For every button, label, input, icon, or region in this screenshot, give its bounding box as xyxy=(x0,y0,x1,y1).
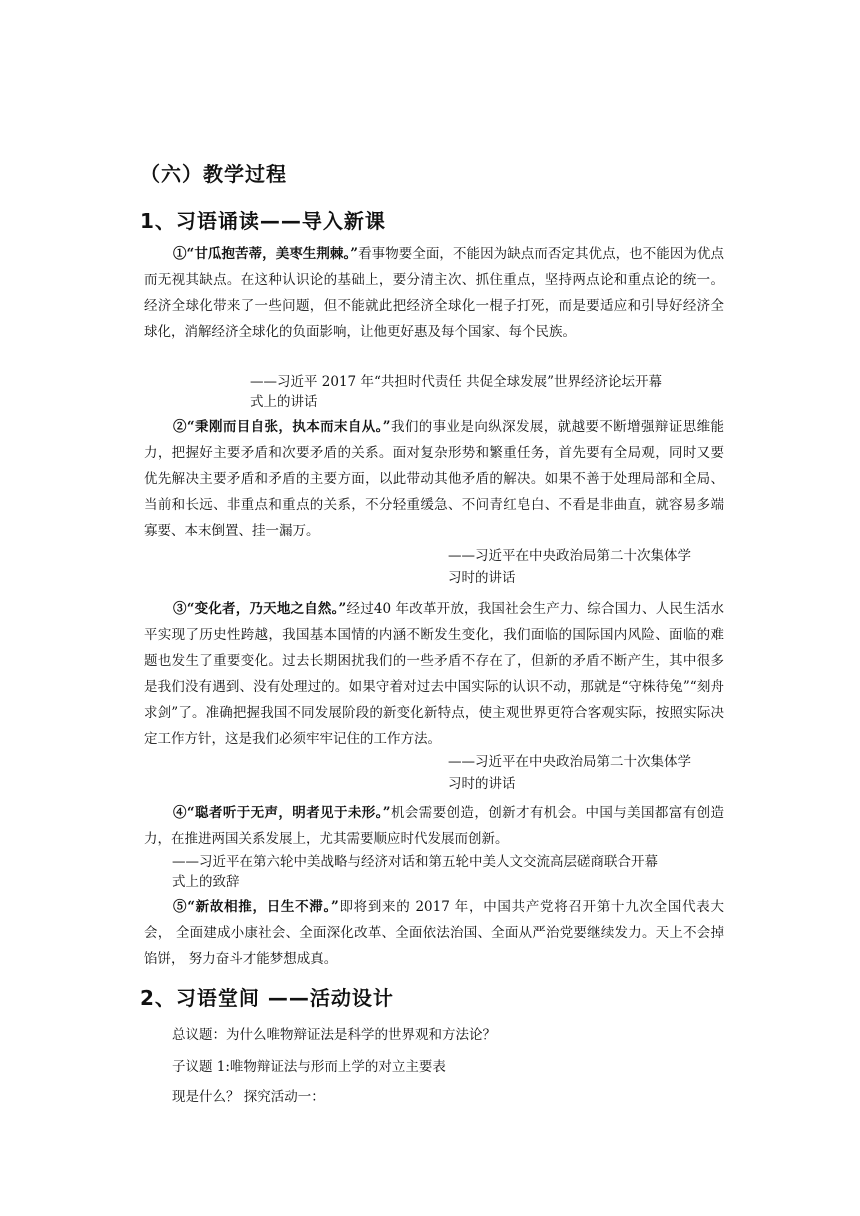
quote-title-4: ④“聪者听于无声，明者见于未形。” xyxy=(173,805,391,821)
heading-import-lesson: 1、习语诵读——导入新课 xyxy=(140,209,386,233)
quote-paragraph-4 xyxy=(144,800,724,852)
quote-title-5: ⑤“新故相推，日生不滞。” xyxy=(173,899,339,915)
quote-source-1-line2: 式上的讲话 xyxy=(250,394,318,410)
quote-title-2: ②“秉刚而目自张，执本而末自从。” xyxy=(173,419,391,435)
quote-source-4-line2: 式上的致辞 xyxy=(172,874,240,890)
quote-source-4-line1: ——习近平在第六轮中美战略与经济对话和第五轮中美人文交流高层磋商联合开幕 xyxy=(172,854,658,870)
main-topic: 总议题：为什么唯物辩证法是科学的世界观和方法论？ xyxy=(172,1027,496,1043)
quote-text-2: 我们的事业是向纵深发展，就越要不断增强辩证思维能力，把握好主要矛盾和次要矛盾的关系。面对复杂形势和繁重任务，首先要有全局观，同时又要优先解决主要矛盾和矛盾的主要方面，以此带动其他矛盾的解决。如果不善于处理局部和全局、当前和长远、非重点和重点的关系，不分轻重缓急、不问青红皂白、不看是非曲直，就容易多端寡要、本末倒置、挂一漏万。 xyxy=(144,419,725,539)
quote-title-3: ③“变化者，乃天地之自然。” xyxy=(173,601,347,617)
quote-paragraph-3 xyxy=(144,596,724,752)
quote-text-1: 看事物要全面，不能因为缺点而否定其优点，也不能因为优点而无视其缺点。在这种认识论的基础上，要分清主次、抓住重点，坚持两点论和重点论的统一。经济全球化带来了一些问题，但不能就此把经济全球化一棍子打死，而是要适应和引导好经济全球化，消解经济全球化的负面影响，让他更好惠及每个国家、每个民族。 xyxy=(144,246,725,340)
quote-source-3-line1: ——习近平在中央政治局第二十次集体学 xyxy=(448,754,691,770)
quote-text-4: 机会需要创造，创新才有机会。中国与美国都富有创造力，在推进两国关系发展上，尤其需要顺应时代发展而创新。 xyxy=(144,805,725,847)
quote-text-3: 经过40 年改革开放，我国社会生产力、综合国力、人民生活水平实现了历史性跨越，我国基本国情的内涵不断发生变化，我们面临的国际国内风险、面临的难题也发生了重要变化。过去长期困扰我们的一些矛盾不存在了，但新的矛盾不断产生，其中很多是我们没有遇到、没有处理过的。如果守着对过去中国实际的认识不动，那就是“守株待兔”“刻舟求剑”了。准确把握我国不同发展阶段的新变化新特点，使主观世界更符合客观实际，按照实际决定工作方针，这是我们必须牢牢记住的工作方法。 xyxy=(144,601,725,747)
section-heading: （六）教学过程 xyxy=(140,162,287,186)
quote-source-2-line1: ——习近平在中央政治局第二十次集体学 xyxy=(448,548,691,564)
quote-title-1: ①“甘瓜抱苦蒂，美枣生荆棘。” xyxy=(173,246,359,262)
sub-topic-line2: 现是什么？ 探究活动一： xyxy=(172,1089,325,1105)
quote-source-2-line2: 习时的讲话 xyxy=(448,570,516,586)
heading-activity-design: 2、习语堂间 ——活动设计 xyxy=(140,986,394,1010)
sub-topic-line1: 子议题 1:唯物辩证法与形而上学的对立主要表 xyxy=(172,1059,446,1075)
quote-source-1-line1: ——习近平 2017 年“共担时代责任 共促全球发展”世界经济论坛开幕 xyxy=(250,374,663,390)
quote-source-3-line2: 习时的讲话 xyxy=(448,776,516,792)
quote-paragraph-2 xyxy=(144,414,724,544)
quote-paragraph-5 xyxy=(144,894,724,972)
quote-paragraph-1 xyxy=(144,241,724,345)
quote-text-5: 即将到来的 2017 年，中国共产党将召开第十九次全国代表大会， 全面建成小康社会、全面深化改革、全面依法治国、全面从严治党要继续发力。天上不会掉馅饼， 努力奋斗才能梦想成真。 xyxy=(144,899,724,967)
